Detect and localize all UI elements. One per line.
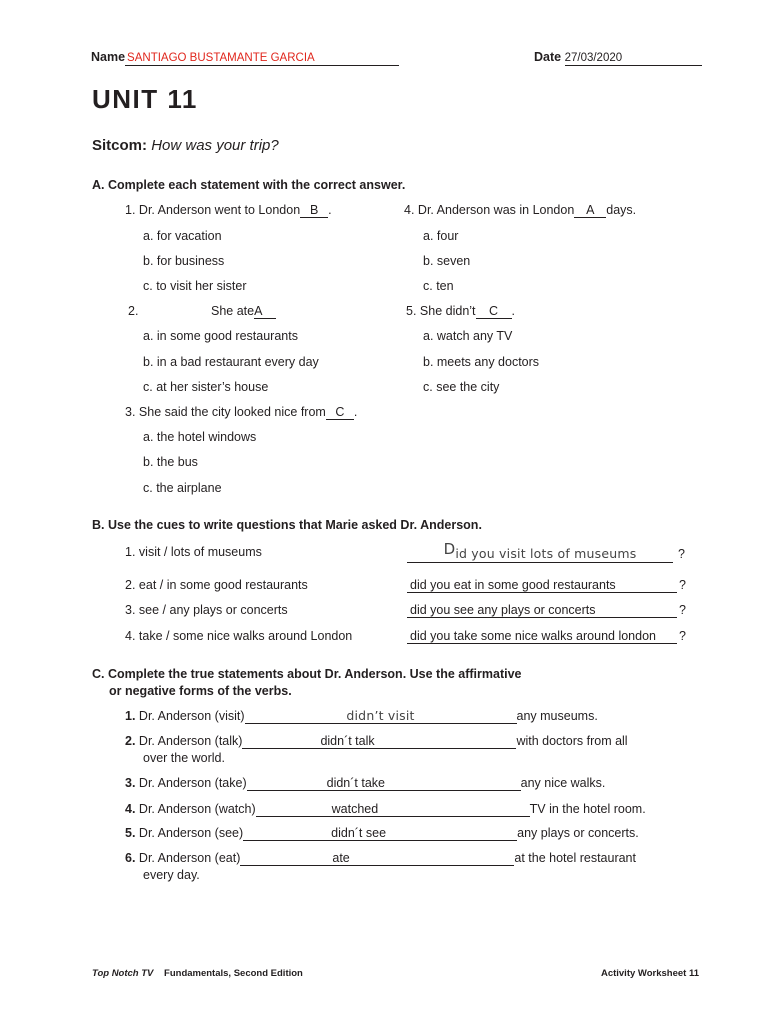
option: c. ten — [423, 279, 454, 293]
option: a. the hotel windows — [143, 430, 257, 444]
answer-blank: A — [254, 305, 276, 319]
statement-answer: didn´t take — [247, 776, 521, 791]
answer-blank: C — [326, 406, 354, 420]
statement-answer: ate — [240, 851, 514, 866]
answer-line: did you take some nice walks around london ? — [407, 629, 686, 644]
date-value: 27/03/2020 — [565, 52, 702, 66]
statement-prompt: Dr. Anderson (eat) — [138, 851, 241, 865]
question-answer: Did you visit lots of museums — [407, 545, 673, 563]
answer-blank: C — [476, 305, 512, 319]
statement-rest: at the hotel restaurant — [514, 851, 636, 865]
statement-rest: any museums. — [516, 709, 598, 723]
section-c-heading: C. Complete the true statements about Dr. Anderson. Use the affirmative — [92, 667, 522, 681]
statement-prompt: Dr. Anderson (talk) — [138, 734, 243, 748]
section-c-heading-2: or negative forms of the verbs. — [109, 684, 292, 698]
question-stem: She ate — [211, 304, 255, 318]
option: b. the bus — [143, 455, 198, 469]
cue-text: see / any plays or concerts — [138, 603, 288, 617]
cue-item: 2. eat / in some good restaurants — [125, 578, 308, 592]
question-answer: did you see any plays or concerts — [407, 603, 677, 618]
option: b. in a bad restaurant every day — [143, 355, 319, 369]
question-stem: Dr. Anderson went to London — [138, 203, 301, 217]
cue-item: 1. visit / lots of museums — [125, 545, 262, 559]
statement-prompt: Dr. Anderson (see) — [138, 826, 244, 840]
question-answer: did you take some nice walks around london — [407, 629, 677, 644]
option: c. at her sister’s house — [143, 380, 269, 394]
cue-text: visit / lots of museums — [138, 545, 262, 559]
question-a1: 1. Dr. Anderson went to London B . — [125, 203, 332, 217]
question-stem: She didn’t — [419, 304, 476, 318]
question-a2 — [211, 304, 276, 319]
statement-prompt: Dr. Anderson (visit) — [138, 709, 245, 723]
option: c. to visit her sister — [143, 279, 247, 293]
statement-answer: watched — [256, 802, 530, 817]
answer-blank: B — [300, 204, 328, 218]
sitcom-label: Sitcom: — [92, 137, 148, 154]
statement-rest-2: every day. — [143, 868, 200, 882]
date-field — [534, 50, 702, 66]
cue-text: take / some nice walks around London — [138, 629, 353, 643]
footer-worksheet: Activity Worksheet 11 — [600, 968, 699, 979]
date-label: Date — [534, 50, 562, 64]
name-field — [91, 50, 399, 66]
option: a. four — [423, 229, 459, 243]
cue-item: 3. see / any plays or concerts — [125, 603, 288, 617]
cue-item: 4. take / some nice walks around London — [125, 629, 353, 643]
statement-item: 1. Dr. Anderson (visit) didn’t visit any museums. — [125, 708, 598, 723]
statement-rest: any plays or concerts. — [517, 826, 639, 840]
section-a-heading: A. Complete each statement with the correct answer. — [92, 178, 406, 192]
answer-line: did you eat in some good restaurants ? — [407, 578, 686, 593]
answer-blank: A — [574, 204, 606, 218]
statement-rest: TV in the hotel room. — [529, 802, 646, 816]
answer-line: did you see any plays or concerts ? — [407, 603, 686, 618]
episode-title: How was your trip? — [151, 137, 279, 154]
option: b. seven — [423, 254, 471, 268]
option: a. in some good restaurants — [143, 329, 298, 343]
student-name: SANTIAGO BUSTAMANTE GARCIA — [125, 52, 399, 66]
statement-answer: didn´t talk — [242, 734, 516, 749]
statement-item: 3. Dr. Anderson (take) didn´t take any nice walks. — [125, 776, 606, 790]
question-a5: 5. She didn’t C . — [406, 304, 516, 318]
statement-item: 5. Dr. Anderson (see) didn´t see any plays or concerts. — [125, 826, 639, 840]
unit-title: UNIT 11 — [92, 84, 198, 114]
statement-prompt: Dr. Anderson (take) — [138, 776, 247, 790]
question-a2-num: 2. — [128, 304, 139, 318]
statement-rest-2: over the world. — [143, 751, 225, 765]
statement-answer: didn´t see — [243, 826, 517, 841]
statement-answer: didn’t visit — [245, 709, 517, 724]
option: a. for vacation — [143, 229, 222, 243]
option: c. the airplane — [143, 481, 222, 495]
statement-rest: with doctors from all — [516, 734, 628, 748]
answer-line: Did you visit lots of museums ? — [407, 545, 685, 563]
name-label: Name — [91, 50, 126, 64]
footer-edition: Fundamentals, Second Edition — [164, 968, 303, 979]
option: b. for business — [143, 254, 225, 268]
section-b-heading: B. Use the cues to write questions that Marie asked Dr. Anderson. — [92, 518, 482, 532]
question-a3: 3. She said the city looked nice from C . — [125, 405, 358, 419]
footer-left — [92, 968, 303, 979]
cue-text: eat / in some good restaurants — [138, 578, 308, 592]
question-answer: did you eat in some good restaurants — [407, 578, 677, 593]
question-stem: She said the city looked nice from — [138, 405, 326, 419]
footer-brand: Top Notch TV — [92, 968, 154, 979]
sitcom-line — [92, 137, 279, 154]
question-stem: Dr. Anderson was in London — [417, 203, 575, 217]
option: c. see the city — [423, 380, 500, 394]
statement-rest: any nice walks. — [520, 776, 606, 790]
option: b. meets any doctors — [423, 355, 540, 369]
statement-item: 6. Dr. Anderson (eat) ate at the hotel restaurant — [125, 851, 636, 865]
statement-item: 4. Dr. Anderson (watch) watched TV in the hotel room. — [125, 802, 646, 816]
option: a. watch any TV — [423, 329, 513, 343]
statement-prompt: Dr. Anderson (watch) — [138, 802, 256, 816]
statement-item: 2. Dr. Anderson (talk) didn´t talk with doctors from all — [125, 734, 628, 748]
question-a4: 4. Dr. Anderson was in London A days. — [404, 203, 637, 217]
